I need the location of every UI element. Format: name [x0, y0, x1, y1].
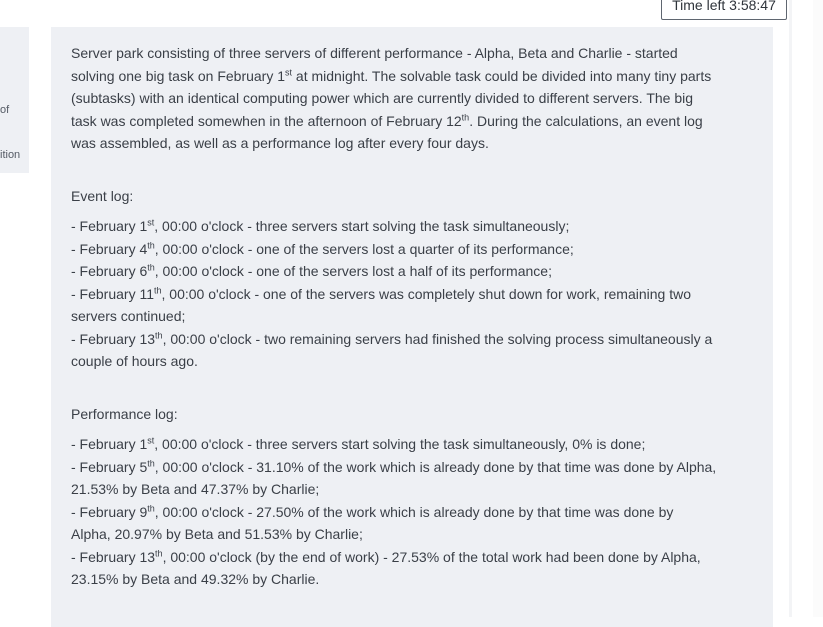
- text-line: (subtasks) with an identical computing power which are currently divided to different servers. The big: [71, 90, 694, 106]
- divider-strip: [789, 0, 792, 617]
- text-line: was assembled, as well as a performance log after every four days.: [71, 135, 489, 151]
- scrollbar-track[interactable]: [813, 0, 823, 617]
- performance-log-entry-continued: Alpha, 20.97% by Beta and 51.53% by Charlie;: [71, 526, 363, 542]
- event-log-entry: - February 4th, 00:00 o'clock - one of the servers lost a quarter of its performance;: [71, 239, 574, 257]
- time-left-timer: [661, 0, 787, 20]
- sidebar-text-fragment: ition: [0, 149, 21, 161]
- event-log-entry: - February 1st, 00:00 o'clock - three servers start solving the task simultaneously;: [71, 217, 570, 234]
- text-line: Server park consisting of three servers of different performance - Alpha, Beta and Charlie - started: [71, 45, 678, 61]
- event-log-entry: - February 6th, 00:00 o'clock - one of the servers lost a half of its performance;: [71, 262, 552, 279]
- performance-log-entry-continued: 21.53% by Beta and 47.37% by Charlie;: [71, 481, 320, 497]
- performance-log-entry: - February 5th, 00:00 o'clock - 31.10% of the work which is already done by that time was done by Alpha,: [71, 457, 717, 475]
- text-line: solving one big task on February 1st at midnight. The solvable task could be divided into many tiny parts: [71, 66, 712, 84]
- event-log-entry-continued: couple of hours ago.: [71, 353, 198, 369]
- sidebar-text-fragment: of: [0, 104, 10, 116]
- intro-paragraph: [71, 42, 761, 155]
- left-sidebar-panel: [0, 27, 29, 173]
- event-log-entry: - February 13th, 00:00 o'clock - two remaining servers had finished the solving process simultaneously a: [71, 329, 713, 347]
- performance-log-entry: - February 1st, 00:00 o'clock - three servers start solving the task simultaneously, 0% is done;: [71, 435, 646, 452]
- performance-log-heading: Performance log:: [71, 406, 178, 422]
- performance-log-entry: - February 13th, 00:00 o'clock (by the end of work) - 27.53% of the total work had been done by Alpha,: [71, 547, 701, 565]
- performance-log-list: [71, 433, 761, 591]
- event-log-heading: Event log:: [71, 188, 134, 204]
- performance-log-entry-continued: 23.15% by Beta and 49.32% by Charlie.: [71, 571, 320, 587]
- event-log-list: [71, 215, 761, 373]
- text-line: task was completed somewhen in the afternoon of February 12th. During the calculations, an event log: [71, 111, 703, 129]
- question-content-panel: [51, 27, 773, 627]
- event-log-entry: - February 11th, 00:00 o'clock - one of the servers was completely shut down for work, remaining two: [71, 284, 691, 302]
- performance-log-entry: - February 9th, 00:00 o'clock - 27.50% of the work which is already done by that time was done by: [71, 502, 674, 520]
- event-log-entry-continued: servers continued;: [71, 308, 186, 324]
- timer-label: Time left 3:58:47: [672, 0, 776, 13]
